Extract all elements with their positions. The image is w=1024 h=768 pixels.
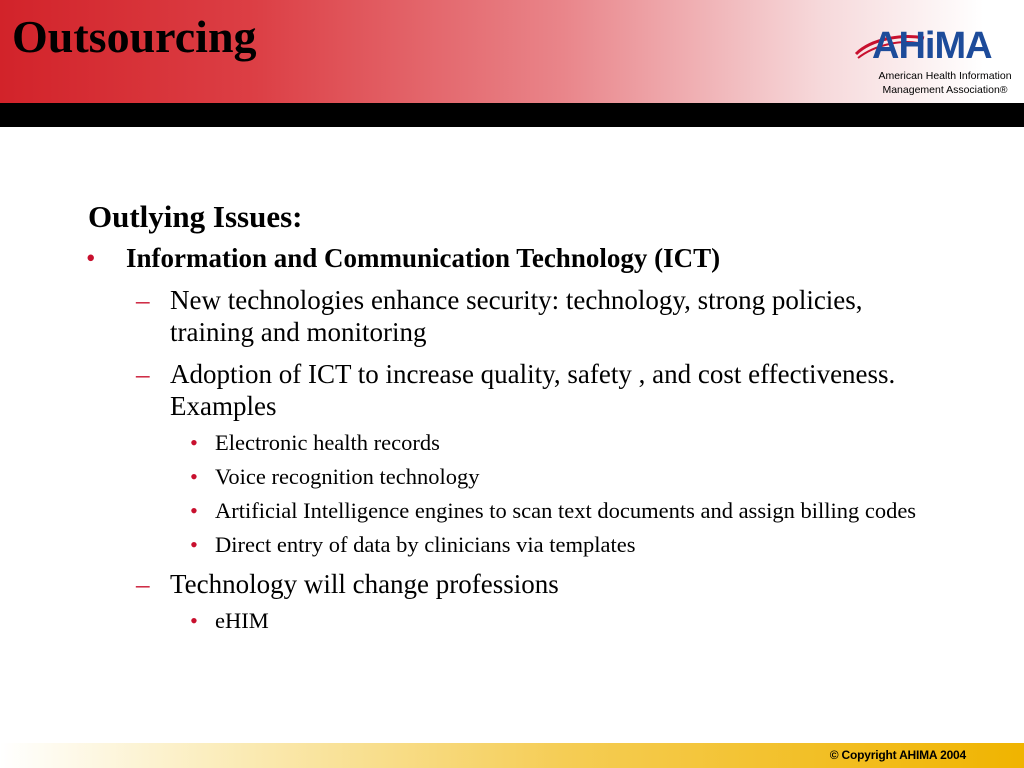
sub-list-item	[88, 463, 938, 490]
dash-icon: –	[136, 359, 150, 389]
logo-subtitle	[870, 69, 1020, 97]
dash-icon: –	[136, 569, 150, 599]
section-heading: Outlying Issues:	[88, 199, 303, 234]
bullet-icon: •	[190, 532, 198, 557]
bullet-icon: •	[190, 498, 198, 523]
sub-list-item	[88, 497, 938, 524]
sub-list-item-text: eHIM	[215, 608, 269, 633]
list-item	[88, 568, 938, 600]
bullet-icon: •	[86, 243, 96, 273]
logo-subtitle-line-1: American Health Information	[878, 70, 1012, 82]
list-item	[88, 284, 938, 348]
list-item-text: Technology will change professions	[170, 569, 559, 599]
bullet-level-1-text: Information and Communication Technology (ICT)	[126, 243, 721, 273]
logo-subtitle-line-2: Management Association®	[882, 84, 1008, 96]
sub-list-item-text: Artificial Intelligence engines to scan text documents and assign billing codes	[215, 498, 917, 523]
sub-list-item-text: Electronic health records	[215, 430, 440, 455]
header-divider-bar	[0, 103, 1024, 127]
sub-list-item-text: Voice recognition technology	[215, 464, 480, 489]
bullet-icon: •	[190, 608, 198, 633]
bullet-icon: •	[190, 464, 198, 489]
bullet-icon: •	[190, 430, 198, 455]
slide-title: Outsourcing	[12, 11, 257, 62]
copyright-notice: © Copyright AHIMA 2004	[829, 748, 966, 762]
list-item-text: Adoption of ICT to increase quality, safety , and cost effectiveness. Examples	[170, 359, 896, 421]
logo-wordmark: AHiMA	[872, 25, 992, 67]
sub-list-item	[88, 607, 938, 634]
sub-list-item	[88, 429, 938, 456]
sub-list-item	[88, 531, 938, 558]
slide-content	[88, 198, 938, 634]
sub-list-item-text: Direct entry of data by clinicians via templates	[215, 532, 636, 557]
bullet-level-1	[88, 242, 938, 274]
list-item-text: New technologies enhance security: technology, strong policies, training and monitoring	[170, 285, 863, 347]
list-item	[88, 358, 938, 422]
footer-band	[0, 743, 1024, 768]
ahima-logo	[852, 24, 1012, 100]
dash-icon: –	[136, 285, 150, 315]
